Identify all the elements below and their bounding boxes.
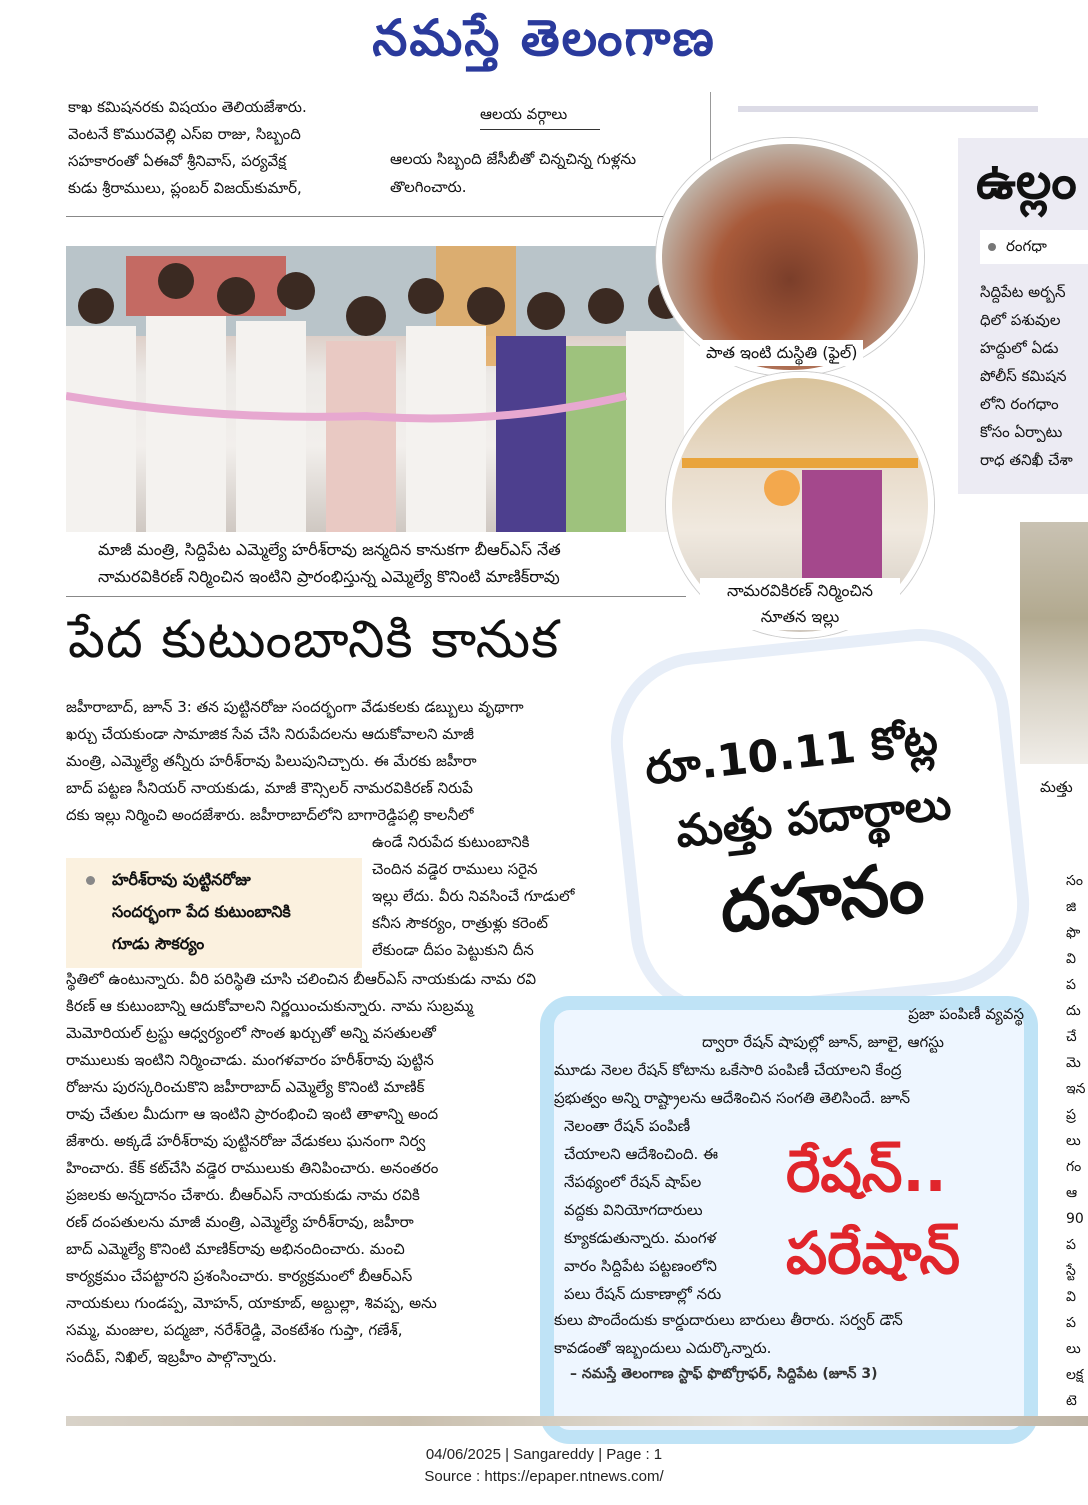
headline: పేద కుటుంబానికి కానుక: [68, 610, 560, 670]
ration-text-top: [554, 1000, 1024, 1112]
text-fragment: గం: [1066, 1159, 1082, 1175]
inauguration-photo-illustration: [66, 246, 684, 532]
text-fragment: 90: [1066, 1211, 1084, 1227]
text-fragment: వి: [1066, 951, 1076, 967]
text-fragment: వి: [1066, 1289, 1076, 1305]
footer-source-link[interactable]: Source : https://epaper.ntnews.com/: [424, 1468, 664, 1485]
text-line: వద్దకు వినియోగదారులు: [564, 1201, 703, 1219]
text-line: కోసం ఏర్పాటు: [980, 423, 1063, 441]
footer-date-edition: 04/06/2025 | Sangareddy | Page : 1: [425, 1446, 663, 1463]
text-line: నెలంతా రేషన్ పంపిణీ: [564, 1117, 691, 1135]
side-story-title: ఉల్లం: [976, 152, 1077, 210]
top-left-text: [68, 94, 368, 202]
text-fragment: ఫొ: [1066, 925, 1081, 941]
text-line: వారం సిద్దిపేట పట్టణంలోని: [564, 1257, 717, 1275]
photo-credit: – నమస్తే తెలంగాణ స్టాఫ్ ఫొటోగ్రాఫర్, సిద్దిపేట (జూన్ 3): [570, 1366, 878, 1382]
drug-burn-bubble: [602, 620, 1038, 1026]
text-line: నాయకులు గుండప్ప, మోహన్, యాకూబ్, అబ్దుల్లా, శివప్ప, అను: [66, 1294, 437, 1312]
text-fragment: లక్ష: [1066, 1367, 1084, 1383]
text-line: చెందిన వడ్డెర రాములు సరైన: [372, 860, 538, 878]
highlight-line: హరీశ్‌రావు పుట్టినరోజు: [112, 870, 251, 889]
text-line: ఉండే నిరుపేద కుటుంబానికి: [372, 833, 530, 851]
text-line: లేకుండా దీపం పెట్టుకుని దీన: [372, 941, 534, 959]
police-photo: [1020, 522, 1088, 764]
text-line: ప్రజలకు అన్నదానం చేశారు. బీఆర్ఎస్ నాయకుడు నామ రవికి: [66, 1186, 420, 1204]
old-house-caption: పాత ఇంటి దుస్థితి (ఫైల్): [700, 340, 863, 366]
text-line: దకు ఇల్లు నిర్మించి అందజేశారు. జహీరాబాద్‌లోని బాగారెడ్డిపల్లి కాలనీలో: [66, 806, 474, 824]
article-body-bottom: [66, 966, 586, 1371]
text-line: స్థితిలో ఉంటున్నారు. వీరి పరిస్థితి చూసి చలించిన బీఆర్ఎస్ నాయకుడు నామ రవి: [66, 970, 537, 988]
text-line: కాఖ కమిషనరకు విషయం తెలియజేశారు.: [68, 98, 307, 116]
text-line: చేయాలని ఆదేశించింది. ఈ: [564, 1145, 718, 1163]
text-line: ద్వారా రేషన్ షాపుల్లో జూన్, జూలై, ఆగస్టు: [702, 1033, 944, 1051]
text-line: కులు పొందేందుకు కార్డుదారులు బారులు తీరారు. సర్వర్ డౌన్: [554, 1311, 903, 1329]
highlight-line: గూడు సౌకర్యం: [112, 934, 205, 953]
text-line: కిరణ్ ఆ కుటుంబాన్ని ఆదుకోవాలని నిర్ణయించుకున్నారు. నామ సుబ్రమ్మ: [66, 997, 474, 1015]
text-line: పలు రేషన్ దుకాణాల్లో నరు: [564, 1285, 722, 1303]
text-fragment: టె: [1066, 1393, 1077, 1409]
text-line: రోజును పురస్కరించుకొని జహీరాబాద్ ఎమ్మెల్యే కొనింటి మాణిక్: [66, 1078, 425, 1096]
main-photo: [66, 246, 684, 532]
text-line: వెంటనే కొమురవెల్లి ఎస్ఐ రాజు, సిబ్బంది: [68, 125, 301, 143]
text-line: మెమోరియల్ ట్రస్టు ఆధ్వర్యంలో సొంత ఖర్చుతో అన్ని వసతులతో: [66, 1024, 436, 1042]
text-line: రణ్ దంపతులను మాజీ మంత్రి, ఎమ్మెల్యే హరీశ్‌రావు, జహీరా: [66, 1213, 414, 1231]
highlight-text: [112, 864, 291, 960]
ration-story-box: [540, 996, 1038, 1444]
text-line: ఆలయ సిబ్బంది జేసీబీతో చిన్నచిన్న గుళ్లను: [390, 150, 637, 168]
article-body-right: [372, 829, 616, 964]
caption-line: నామరవికిరణ్ నిర్మించిన ఇంటిని ప్రారంభిస్తున్న ఎమ్మెల్యే కొనింటి మాణిక్‌రావు: [98, 567, 560, 586]
side-story-box: [958, 138, 1088, 494]
new-house-caption: [700, 578, 900, 630]
article-body-top: [66, 694, 614, 829]
bottom-photo-strip: [66, 1416, 1088, 1426]
text-fragment: స్టే: [1066, 1263, 1076, 1279]
text-line: హద్దులో ఏడు: [980, 339, 1059, 357]
text-line: క్యూకడుతున్నారు. మంగళ: [564, 1229, 717, 1247]
caption-line: మాజీ మంత్రి, సిద్దిపేట ఎమ్మెల్యే హరీశ్‌రావు జన్మదిన కానుకగా బీఆర్ఎస్ నేత: [98, 540, 561, 559]
highlight-line: సందర్భంగా పేద కుటుంబానికి: [112, 902, 291, 921]
text-line: బాద్ ఎమ్మెల్యే కొనింటి మాణిక్‌రావు అభినందించారు. మంచి: [66, 1240, 405, 1258]
text-line: హించారు. కేక్ కట్‌చేసి వడ్డెర రాములుకు తినిపించారు. అనంతరం: [66, 1159, 439, 1177]
text-fragment: మె: [1066, 1055, 1081, 1071]
bullet-icon: [988, 243, 996, 251]
text-line: కుడు శ్రీరాములు, ప్లంబర్ విజయ్‌కుమార్,: [68, 179, 302, 197]
text-fragment: ఇన: [1066, 1081, 1086, 1097]
text-fragment: లు: [1066, 1133, 1081, 1149]
top-mid-subheading: ఆలయ వర్గాలు: [480, 105, 600, 130]
ration-headline-line: పరేషాన్: [786, 1219, 961, 1287]
bullet-icon: [86, 876, 95, 885]
text-line: జేశారు. అక్కడే హరీశ్‌రావు పుట్టినరోజు వేడుకలు ఘనంగా నిర్వ: [66, 1132, 426, 1150]
caption-line: నూతన ఇల్లు: [760, 607, 840, 626]
text-line: పోలీస్ కమిషన: [980, 367, 1067, 385]
text-fragment: సం: [1066, 873, 1083, 889]
text-line: బాద్ పట్టణ సీనియర్ నాయకుడు, మాజీ కౌన్సిలర్ నామరవికిరణ్ నిరుపే: [66, 779, 473, 797]
masthead: నమస్తే తెలంగాణ: [372, 8, 716, 67]
side-story-bullet-row: [980, 230, 1088, 264]
text-line: ప్రభుత్వం అన్ని రాష్ట్రాలను ఆదేశించిన సంగతి తెలిసిందే. జూన్: [554, 1089, 911, 1107]
text-line: రాధ తనిఖీ చేశా: [980, 451, 1073, 469]
text-line: కావడంతో ఇబ్బందులు ఎదుర్కొన్నారు.: [554, 1339, 772, 1357]
text-line: కార్యక్రమం చేపట్టారని ప్రశంసించారు. కార్యక్రమంలో బీఆర్ఎస్: [66, 1267, 413, 1285]
text-fragment: ఆ: [1066, 1185, 1078, 1201]
text-fragment: దు: [1066, 1003, 1081, 1019]
text-line: ఖర్చు చేయకుండా సామాజిక సేవ చేసి నిరుపేదలను ఆదుకోవాలని మాజీ: [66, 725, 474, 743]
highlight-box: [66, 858, 362, 968]
text-fragment: ప: [1066, 977, 1076, 993]
divider: [738, 106, 1038, 112]
bubble-line-amount: రూ.10.11 కోట్ల: [642, 713, 940, 795]
top-mid-text: [390, 145, 690, 201]
divider: [66, 216, 672, 217]
text-line: నేపథ్యంలో రేషన్ షాప్‌ల: [564, 1173, 702, 1191]
bubble-line-burn: దహనం: [716, 845, 928, 949]
text-line: మంత్రి, ఎమ్మెల్యే తన్నీరు హరీశ్‌రావు పిలుపునిచ్చారు. ఈ మేరకు జహీరా: [66, 752, 477, 770]
text-fragment: చే: [1066, 1029, 1077, 1045]
text-line: లోని రంగధాం: [980, 395, 1059, 413]
text-line: రాములుకు ఇంటిని నిర్మించాడు. మంగళవారం హరీశ్‌రావు పుట్టిన: [66, 1051, 434, 1069]
text-fragment: ప్ర: [1066, 1107, 1076, 1123]
ration-headline-line: రేషన్..: [786, 1137, 947, 1205]
text-line: రావు చేతుల మీదుగా ఆ ఇంటిని ప్రారంభించి ఇంటి తాళాన్ని అంద: [66, 1105, 439, 1123]
side-story-text: [980, 278, 1073, 474]
ration-text-bottom: [554, 1306, 1024, 1362]
text-fragment: లు: [1066, 1341, 1081, 1357]
text-line: కనీస సౌకర్యం, రాత్రుళ్లు కరెంట్: [372, 914, 548, 932]
ration-headline: [786, 1130, 960, 1294]
bubble-line-drugs: మత్తు పదార్థాలు: [673, 778, 954, 858]
main-photo-caption: [98, 536, 698, 590]
text-line: తొలగించారు.: [390, 178, 467, 196]
text-line: ఇల్లు లేదు. వీరు నివసించే గూడులో: [372, 887, 575, 905]
text-fragment: ప: [1066, 1315, 1076, 1331]
text-line: జహీరాబాద్, జూన్ 3: తన పుట్టినరోజు సందర్భంగా వేడుకలకు డబ్బులు వృథాగా: [66, 698, 524, 716]
ration-text-left: [564, 1112, 784, 1308]
text-fragment: జి: [1066, 899, 1077, 915]
text-fragment: ప: [1066, 1237, 1076, 1253]
text-line: ధిలో పశువుల: [980, 311, 1061, 329]
police-photo-caption: మత్తు: [1040, 778, 1073, 796]
text-line: సిద్దిపేట అర్బన్: [980, 283, 1066, 301]
divider: [66, 596, 686, 597]
footer: [0, 1444, 1088, 1488]
text-line: సమ్మ, మంజుల, పద్మజా, నరేశ్‌రెడ్డి, వెంకటేశం గుప్తా, గణేశ్,: [66, 1321, 403, 1339]
text-line: సహకారంతో ఏఈవో శ్రీనివాస్, పర్యవేక్ష: [68, 152, 287, 170]
right-column-fragment: [1066, 868, 1088, 1414]
text-line: ప్రజా పంపిణీ వ్యవస్థ: [908, 1005, 1024, 1023]
text-line: మూడు నెలల రేషన్ కోటాను ఒకేసారి పంపిణీ చేయాలని కేంద్ర: [554, 1061, 902, 1079]
caption-line: నామరవికిరణ్ నిర్మించిన: [727, 581, 873, 600]
text-line: సందీప్, నిఖిల్, ఇబ్రహీం పాల్గొన్నారు.: [66, 1348, 277, 1366]
side-bullet-text: రంగధా: [1006, 237, 1047, 255]
